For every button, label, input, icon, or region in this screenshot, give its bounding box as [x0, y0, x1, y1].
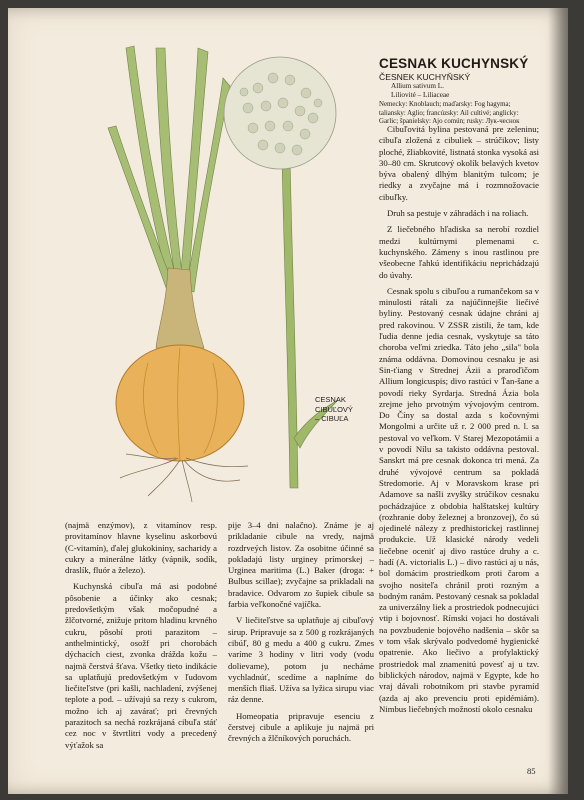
paragraph: Cesnak spolu s cibuľou a rumančekom sa v minulosti rátali za najúčinnejšie liečivé byliny. Pestovaný cesnak údajne chráni aj pred rakovinou. V ZSSR zistili, že tam, kde ľudia denne jedia cesnak, vyskytuje sa táto choroba veľmi zriedka. Táto jeho „sila" bola známa oddávna. Domovinou cesnaku je asi Sin-ťiang v Strednej Ázii a praroďičom Allium longicuspis; divo rastúci v Ťan-šane a povodí rieky Syrdarja. Stredná Ázia bola zrejme jeho prvotným vývojovým centrom. Do Číny sa dostal azda s kočovnými Mongolmi a určite už r. 2 000 pred n. l. sa pestoval vo veľkom. V Starej Mezopotámii a v povodí Nílu sa takisto oddávna pestoval. Sanskrt má pre cesnak dokonca tri mená. Za druhé vývojové centrum sa pokladá Stredomorie. Aj v Moravskom krase pri Adamove sa našli zvyšky strúčikov cesnaku pochádzajúce z obdobia halštatskej kultúry (rozhranie doby železnej a bronzovej), čo sú ojedinelé nálezy z predhistorickej rastlinnej produkcie. Už klasické národy vedeli liečebne oceniť aj divo rastúce druhy a c. hadí (A. victorialis L.) – divo rastúci aj u nás, bol domácim prostriedkom proti čarom a svojho nositeľa chránil proti rozným a bodným ranám. Pestovaný cesnak sa pokladal za univerzálny liek a prostriedok podnecujúci vtip i bojovnosť. Rímski vojaci ho dostávali na povzbudenie bojového nadšenia – skôr sa v tom však skrývalo podvedomé hygienické opatrenie. Ako liečivo a profylaktický prostriedok mal znamenitú povesť aj u tzv. biblických národov, najmä v Egypte, kde ho vraj dávali robotníkom pri stavbe pyramíd (azda aj ako prevenciu proti epidémiám). Nimbus liečebných možností okolo cesnaku [379, 285, 539, 714]
paragraph: Homeopatia pripravuje esenciu z čerstvej cibule a aplikuje ju najmä pri črevných a žlčníkových poruchách. [228, 710, 374, 744]
paragraph: V liečiteľstve sa uplatňuje aj cibuľový sirup. Pripravuje sa z 500 g rozkrájaných cibúľ, 80 g medu a 400 g cukru. Zmes varíme 3 hodiny v litri vody (vodu dolievame), potom ju necháme vychladnúť, scedíme a naplníme do menších fliaš. Užíva sa lyžica sirupu viac ráz denne. [228, 615, 374, 705]
foreign-names: Nemecky: Knoblauch; maďarsky: Fog hagyma; taliansky: Aglio; francúzsky: Ail cultivé; anglicky: Garlic; španielsky: Ajo común; rusky: Лук-чеснок [379, 101, 520, 126]
article-header [379, 56, 539, 127]
onion-leaves [108, 46, 230, 293]
paragraph: Druh sa pestuje v záhradách i na roliach. [387, 208, 529, 219]
right-column-text [379, 124, 539, 720]
page-subtitle: ČESNEK KUCHYŇSKÝ [379, 72, 471, 82]
paragraph: (najmä enzýmov), z vitamínov resp. provitamínov hlavne kyselinu askorbovú (C-vitamín), ďalej glukokiníny, sacharidy a cukry a minerálne látky (vápnik, sodík, draslík, fluór a železo). [65, 520, 217, 576]
page-number: 85 [527, 766, 536, 776]
latin-name: Allium sativum L. [391, 82, 444, 90]
book-page [8, 8, 568, 794]
left-column-text [65, 520, 217, 756]
onion-bulb [116, 345, 244, 461]
paragraph: Cibuľovitá bylina pestovaná pre zeleninu; cibuľa zložená z cibuliek – strúčikov; listy ploché, žliabkovité, listnatá stonka vysoká asi 30–80 cm. Skrutcový okolík belavých kvetov býva obalený dlhým blanitým tulcom; je riedky a zvyčajne má i rozmnožovacie cibuľky. [379, 124, 539, 202]
caption-line-2: CIBUĽOVÝ [315, 404, 353, 414]
caption-line-1: CESNAK [315, 395, 346, 404]
book-spine-shadow [548, 8, 568, 794]
illustration-caption [315, 395, 353, 424]
page-title: CESNAK KUCHYNSKÝ [379, 56, 529, 71]
caption-line-3: – CIBUĽA [315, 414, 349, 423]
middle-column-text [228, 520, 374, 750]
paragraph: Kuchynská cibuľa má asi podobné pôsobenie a účinky ako cesnak; predovšetkým však močopudné a žlčotvorné, znižuje pritom hladinu krvného cukru, pôsobí proti parazitom – anthelmintický, osožf pri chorobách dýchacích ciest, zvonka drážda kožu – najmä čerstvá šťava. Všetky tieto indikácie sa uplatňujú predovšetkým v ľudovom liečiteľstve (pri kašli, nachladení, zvýšenej teplote a pod. – užívajú sa rezy s cukrom, možno ich aj zavárať; pri črevných parazitoch sa nechá rozkrájaná cibuľa stáť cez noc v štvrtlitri vody a precedený výťažok sa [65, 581, 217, 750]
plant-family: Liliovité – Liliaceae [391, 90, 450, 99]
paragraph: Z liečebného hľadiska sa nerobí rozdiel medzi kultúrnymi plemenami c. kuchynského. Zámeny s inou rastlinou pre všeobecne ľahkú identifikáciu neprichádzajú do úvahy. [379, 224, 539, 280]
paragraph: pije 3–4 dni nalačno). Známe je aj prikladanie cibule na vredy, najmä rozdrveých listov. Za osobitne účinné sa pokladajú listy urginey prímorskej – Urginea maritima (L.) Baker (droga: + Bulbus scillae); zvyčajne sa prikladali na bradavice. Odvarom zo šupiek cibule sa farbia veľkonočné vajíčka. [228, 520, 374, 610]
